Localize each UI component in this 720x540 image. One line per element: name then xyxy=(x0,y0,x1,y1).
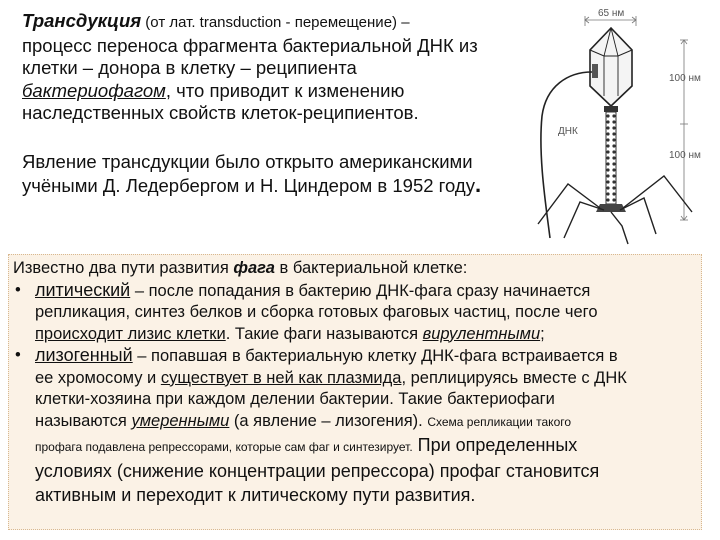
bullet-icon: • xyxy=(15,346,21,364)
discovery-dot: . xyxy=(474,172,482,197)
definition-paragraph xyxy=(22,10,527,125)
discovery-line-1: Явление трансдукции было открыто американскими xyxy=(22,151,473,172)
term-lysogenic: лизогенный xyxy=(35,345,133,365)
phage-base-plate xyxy=(596,204,626,212)
discovery-paragraph xyxy=(22,150,527,197)
definition-line-1 xyxy=(22,10,527,35)
definition-line-4 xyxy=(22,80,527,103)
label-head-width: 65 нм xyxy=(598,8,625,19)
term-transduction: Трансдукция xyxy=(22,10,142,31)
label-tail-length: 100 нм xyxy=(669,150,701,161)
discovery-line-2 xyxy=(22,173,527,197)
bullet-icon: • xyxy=(15,280,21,299)
label-head-height: 100 нм xyxy=(669,73,701,84)
term-phage: фага xyxy=(233,259,275,277)
term-lytic: литический xyxy=(35,279,131,300)
info-intro: Известно два пути развития фага в бактериальной клетке: xyxy=(13,259,468,277)
dna-strand xyxy=(541,72,592,238)
plasmid-phrase: существует в ней как плазмида xyxy=(160,368,402,387)
discovery-line-2-text: учёными Д. Ледербергом и Н. Циндером в 1952 году xyxy=(22,175,475,196)
info-box-text xyxy=(13,258,693,507)
definition-line-4-rest: , что приводит к изменению xyxy=(165,79,405,101)
term-bacteriophage: бактериофагом xyxy=(22,79,166,101)
label-dna: ДНК xyxy=(558,126,578,137)
etymology: (от лат. transduction - перемещение) – xyxy=(141,14,410,31)
phage-collar xyxy=(604,106,618,112)
phage-tail-icon xyxy=(606,112,616,204)
lysis-phrase: происходит лизис клетки xyxy=(35,324,226,343)
term-virulent: вирулентными xyxy=(422,324,541,343)
phage-head-icon xyxy=(590,28,632,106)
list-item-lytic: • литический – после попадания в бактерию ДНК-фага сразу начинается репликация, синтез белков и сборка готовых фаговых частиц, после чего происходит лизис клетки. Такие фаги называются вирулентными; xyxy=(15,279,598,343)
bacteriophage-diagram xyxy=(528,6,714,246)
list-item-lysogenic: • лизогенный – попавшая в бактериальную клетку ДНК-фага встраивается в ее хромосому и существует в ней как плазмида, реплицируясь вместе с ДНК клетки-хозяина при каждом делении бактерии. Такие бактериофаги называются умеренными (а явление – лизогения). Схема репликации такого профага подавлена репрессорами, которые сам фаг и синтезирует. При определенных условиях (снижение концентрации репрессора) профаг становится активным и переходит к литическому пути развития. xyxy=(15,345,627,505)
definition-line-3: клетки – донора в клетку – реципиента xyxy=(22,57,357,78)
term-temperate: умеренными xyxy=(131,411,230,430)
definition-line-5: наследственных свойств клеток-реципиентов. xyxy=(22,102,419,123)
definition-line-2: процесс переноса фрагмента бактериальной ДНК из xyxy=(22,34,478,56)
